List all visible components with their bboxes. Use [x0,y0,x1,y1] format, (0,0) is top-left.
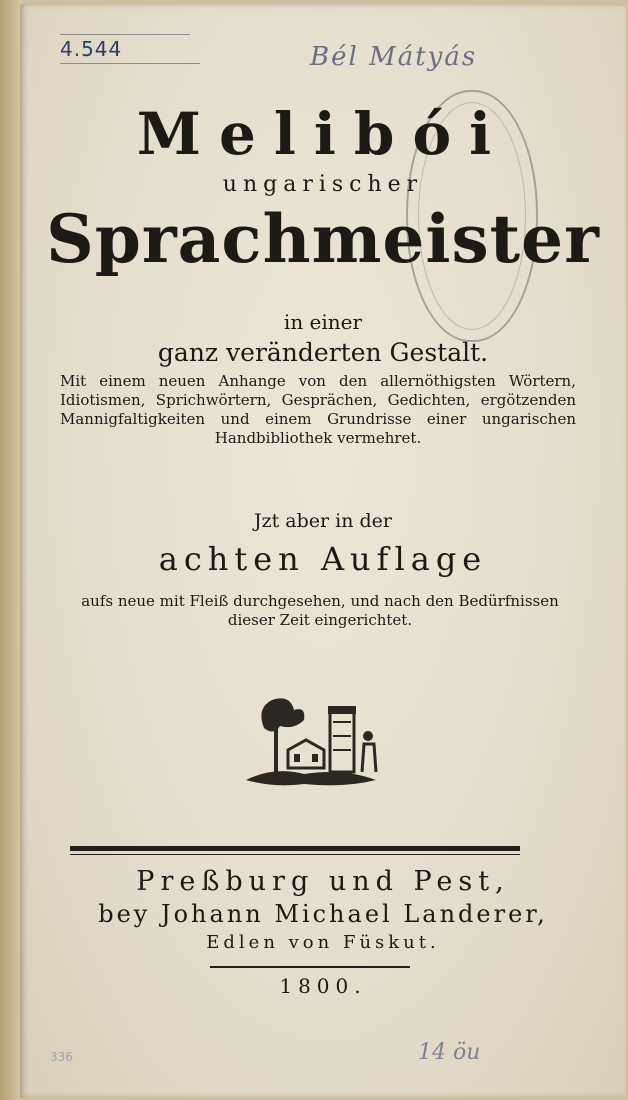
edition-line: achten Auflage [158,540,488,578]
description-paragraph: Mit einem neuen Anhange von den allernöthigsten Wörtern, Idiotismen, Sprichwörtern, Gesprächen, Gedichten, ergötzenden Mannigfaltigkeiten und einem Grundrisse einer ungarischen Handbibliothek vermehret. [60,372,576,447]
imprint-rule-top-thin [70,854,520,855]
imprint-title: Edlen von Füskut. [206,932,440,953]
title-line-3: Sprachmeister [46,200,600,278]
title-line-1: Melibói [136,100,510,168]
title-page [20,4,626,1098]
accession-underline [60,61,200,64]
imprint-publisher: bey Johann Michael Landerer, [98,900,548,928]
subtitle-ganz: ganz veränderten Gestalt. [157,338,489,367]
title-line-2: ungarischer [222,172,424,197]
pencil-mark-right: 14 öu [418,1040,481,1065]
publication-year: 1800. [279,974,367,998]
revision-note: aufs neue mit Fleiß durchgesehen, und nach den Bedürfnissen dieser Zeit eingerichtet. [81,592,559,629]
accession-number-text: 4.544 [60,37,123,61]
owner-inscription: Bél Mátyás [310,42,478,72]
accession-number [60,34,190,64]
imprint-rule-bottom [210,966,410,968]
book-spine-edge [0,0,22,1100]
printer-vignette [234,688,384,798]
subtitle-in-einer: in einer [283,310,363,334]
jzt-line: Jzt aber in der [253,510,392,532]
imprint-place: Preßburg und Pest, [136,866,510,897]
pencil-mark-left: 336 [50,1050,73,1064]
imprint-rule-top [70,846,520,851]
